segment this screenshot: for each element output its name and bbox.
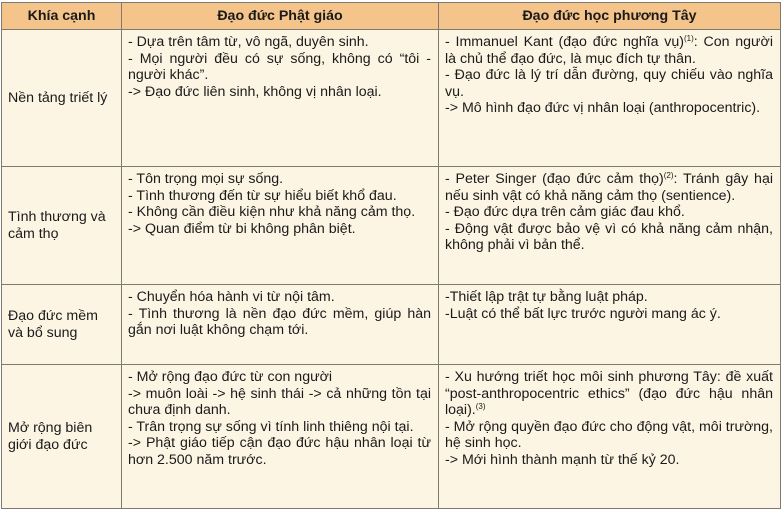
buddhist-point: - Không cần điều kiện như khả năng cảm thọ. [128, 204, 416, 221]
western-point-text: -> Mô hình đạo đức vị nhân loại (anthropocentric). [445, 100, 761, 117]
table-row [2, 30, 781, 167]
western-point [445, 34, 773, 67]
table-row [2, 285, 781, 365]
western-point-text: -> Mới hình thành mạnh từ thế kỷ 20. [445, 451, 680, 468]
buddhist-cell [122, 167, 439, 285]
western-point [445, 171, 773, 204]
buddhist-point: - Mở rộng đạo đức từ con người [128, 369, 333, 385]
western-point [445, 289, 773, 306]
buddhist-point: -> Phật giáo tiếp cận đạo đức hậu nhân loại từ hơn 2.500 năm trước. [128, 435, 431, 468]
buddhist-point: - Dựa trên tâm từ, vô ngã, duyên sinh. [128, 34, 369, 50]
western-point-text: - Immanuel Kant (đạo đức nghĩa vụ) [445, 34, 684, 50]
western-point [445, 369, 773, 419]
western-point [445, 306, 773, 323]
footnote-marker: (2) [663, 171, 674, 180]
header-western-ethics: Đạo đức học phương Tây [439, 3, 781, 30]
buddhist-cell [122, 285, 439, 365]
buddhist-cell [122, 30, 439, 167]
western-point-text: - Động vật được bảo vệ vì có khả năng cảm nhận, không phải vì bản thể. [445, 220, 773, 254]
western-point [445, 204, 773, 221]
western-point [445, 452, 773, 469]
header-row [2, 3, 781, 30]
western-point-text-cont: : Tránh gây hại nếu sinh vật có khả năng cảm thọ (sentience). [445, 171, 773, 204]
table-row [2, 365, 781, 509]
western-point-text-cont: : Con người là chủ thể đạo đức, là mục đích tự thân. [445, 34, 773, 67]
table-row [2, 167, 781, 285]
western-cell [439, 365, 781, 509]
western-point-text: - Peter Singer (đạo đức cảm thọ) [445, 171, 664, 187]
aspect-cell: Nền tảng triết lý [2, 30, 122, 167]
aspect-cell: Tình thương và cảm thọ [2, 167, 122, 285]
header-aspect: Khía cạnh [2, 3, 122, 30]
western-point-text: - Đạo đức là lý trí dẫn đường, quy chiếu vào nghĩa vụ. [445, 67, 773, 100]
buddhist-point: - Mọi người đều có sự sống, không có “tôi - người khác”. [128, 50, 431, 84]
buddhist-point: - Tình thương là nền đạo đức mềm, giúp hàn gắn nơi luật không chạm tới. [128, 305, 431, 339]
comparison-table [1, 2, 781, 509]
western-point [445, 419, 773, 452]
header-buddhist-ethics: Đạo đức Phật giáo [122, 3, 439, 30]
western-point-text: -Thiết lập trật tự bằng luật pháp. [445, 289, 648, 305]
buddhist-cell [122, 365, 439, 509]
western-point-text: -Luật có thể bất lực trước người mang ác ý. [445, 305, 721, 322]
buddhist-point: -> muôn loài -> hệ sinh thái -> cả những tồn tại chưa định danh. [128, 385, 431, 419]
buddhist-point: -> Đạo đức liên sinh, không vị nhân loại. [128, 83, 382, 100]
western-point-text: - Mở rộng quyền đạo đức cho động vật, môi trường, hệ sinh học. [445, 418, 773, 452]
footnote-marker: (1) [683, 34, 694, 43]
buddhist-point: - Trân trọng sự sống vì tính linh thiêng nội tại. [128, 418, 414, 435]
aspect-cell: Đạo đức mềm và bổ sung [2, 285, 122, 365]
western-cell [439, 285, 781, 365]
western-cell [439, 167, 781, 285]
western-cell [439, 30, 781, 167]
footnote-marker: (3) [475, 402, 486, 412]
western-point-text: - Xu hướng triết học môi sinh phương Tây: đề xuất “post-anthropocentric ethics” (đạo đức hậu nhân loại). [445, 369, 773, 419]
buddhist-point: - Tình thương đến từ sự hiểu biết khổ đau. [128, 187, 397, 204]
western-point-text: - Đạo đức dựa trên cảm giác đau khổ. [445, 204, 685, 221]
buddhist-point: - Chuyển hóa hành vi từ nội tâm. [128, 289, 335, 305]
buddhist-point: - Tôn trọng mọi sự sống. [128, 171, 284, 187]
aspect-cell: Mở rộng biên giới đạo đức [2, 365, 122, 509]
western-point [445, 67, 773, 100]
western-point [445, 100, 773, 117]
western-point [445, 221, 773, 254]
buddhist-point: -> Quan điểm từ bi không phân biệt. [128, 220, 356, 237]
